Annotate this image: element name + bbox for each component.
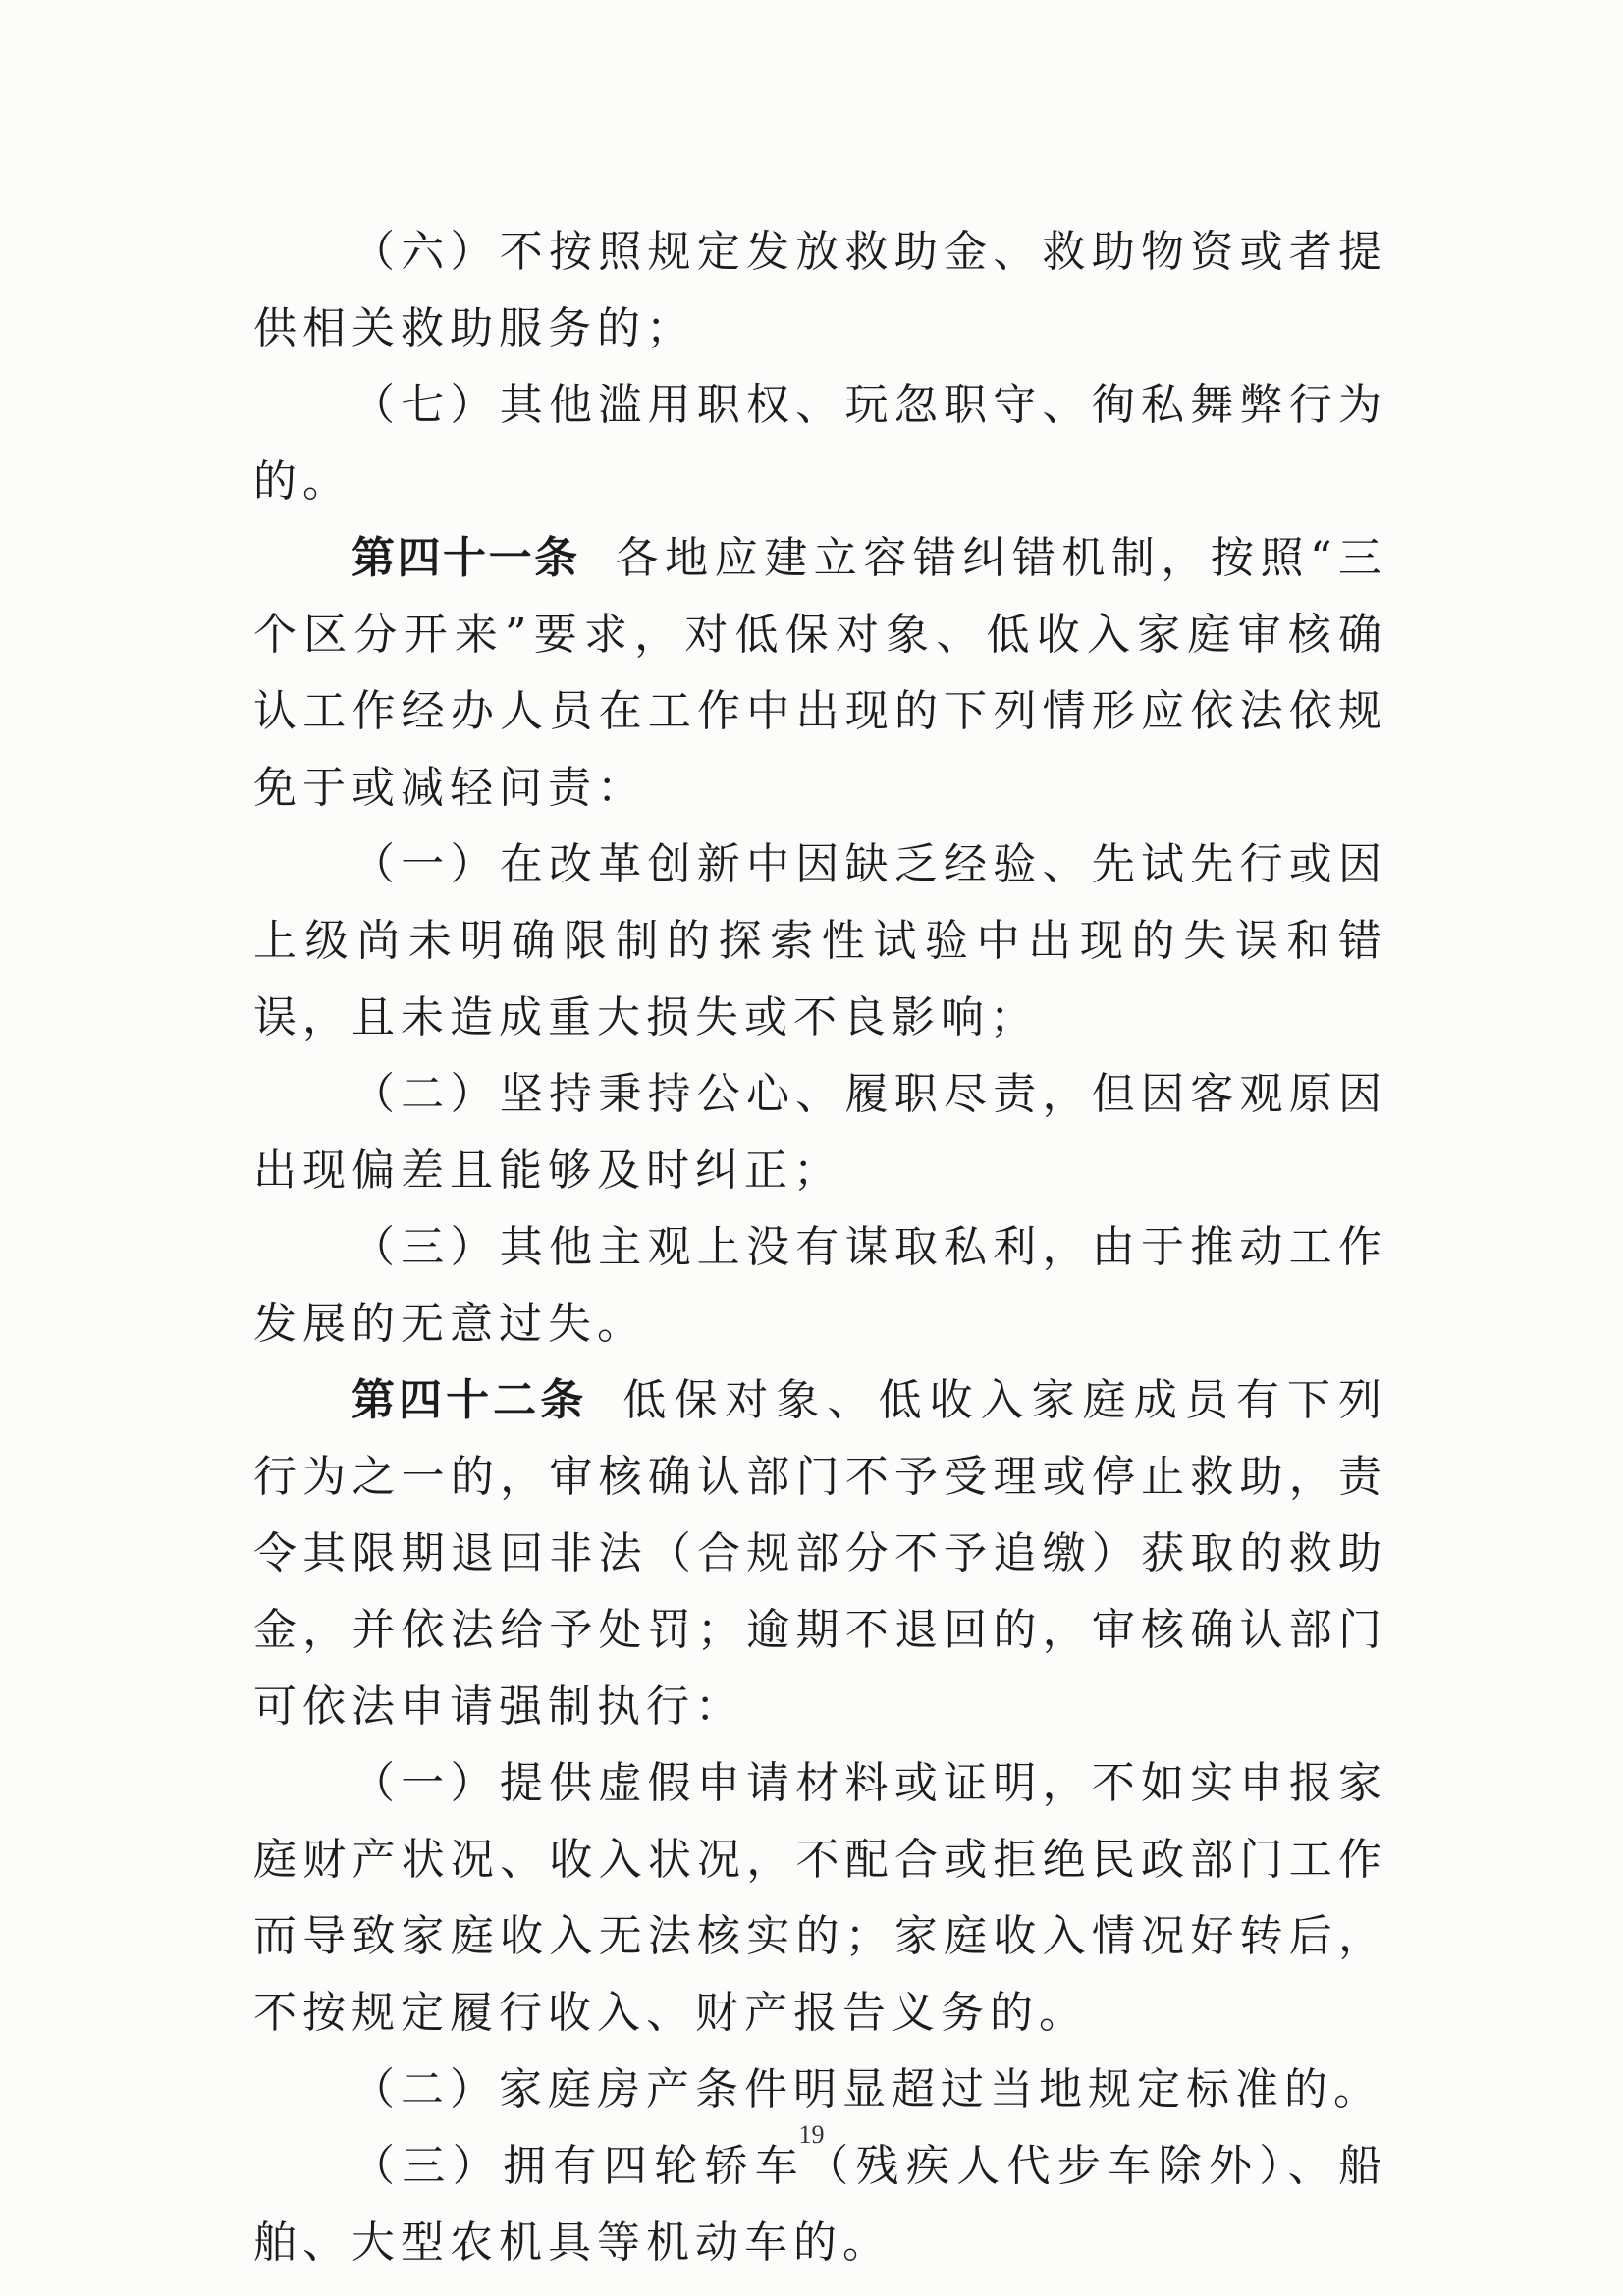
article-heading: 第四十一条 <box>352 533 580 583</box>
document-body <box>253 214 1387 2281</box>
paragraph-text: （七）其他滥用职权、玩忽职守、徇私舞弊行为的。 <box>253 380 1387 507</box>
list-item <box>253 2128 1387 2281</box>
paragraph-text: 各地应建立容错纠错机制，按照“三个区分开来”要求，对低保对象、低收入家庭审核确认工作经办人员在工作中出现的下列情形应依法依规免于或减轻问责： <box>253 533 1387 813</box>
list-item <box>253 214 1387 367</box>
article-paragraph <box>253 1362 1387 1745</box>
list-item <box>253 367 1387 520</box>
list-item <box>253 2052 1387 2128</box>
article-paragraph <box>253 520 1387 827</box>
paragraph-text: （一）提供虚假申请材料或证明，不如实申报家庭财产状况、收入状况，不配合或拒绝民政部门工作而导致家庭收入无法核实的；家庭收入情况好转后，不按规定履行收入、财产报告义务的。 <box>253 1758 1387 2038</box>
page-number: 19 <box>798 2120 825 2149</box>
paragraph-text: 低保对象、低收入家庭成员有下列行为之一的，审核确认部门不予受理或停止救助，责令其限期退回非法（合规部分不予追缴）获取的救助金，并依法给予处罚；逾期不退回的，审核确认部门可依法申请强制执行： <box>253 1375 1388 1732</box>
paragraph-text: （三）其他主观上没有谋取私利，由于推动工作发展的无意过失。 <box>253 1222 1387 1349</box>
paragraph-text: （二）家庭房产条件明显超过当地规定标准的。 <box>352 2064 1382 2114</box>
paragraph-text: （三）拥有四轮轿车（残疾人代步车除外）、船舶、大型农机具等机动车的。 <box>253 2141 1387 2268</box>
paragraph-text: （六）不按照规定发放救助金、救助物资或者提供相关救助服务的； <box>253 227 1387 353</box>
list-item <box>253 1056 1387 1209</box>
list-item <box>253 1745 1387 2052</box>
article-heading: 第四十二条 <box>352 1375 588 1425</box>
list-item <box>253 827 1387 1056</box>
paragraph-text: （二）坚持秉持公心、履职尽责，但因客观原因出现偏差且能够及时纠正； <box>253 1069 1387 1196</box>
paragraph-text: （一）在改革创新中因缺乏经验、先试先行或因上级尚未明确限制的探索性试验中出现的失误和错误，且未造成重大损失或不良影响； <box>253 839 1387 1042</box>
list-item <box>253 1209 1387 1362</box>
